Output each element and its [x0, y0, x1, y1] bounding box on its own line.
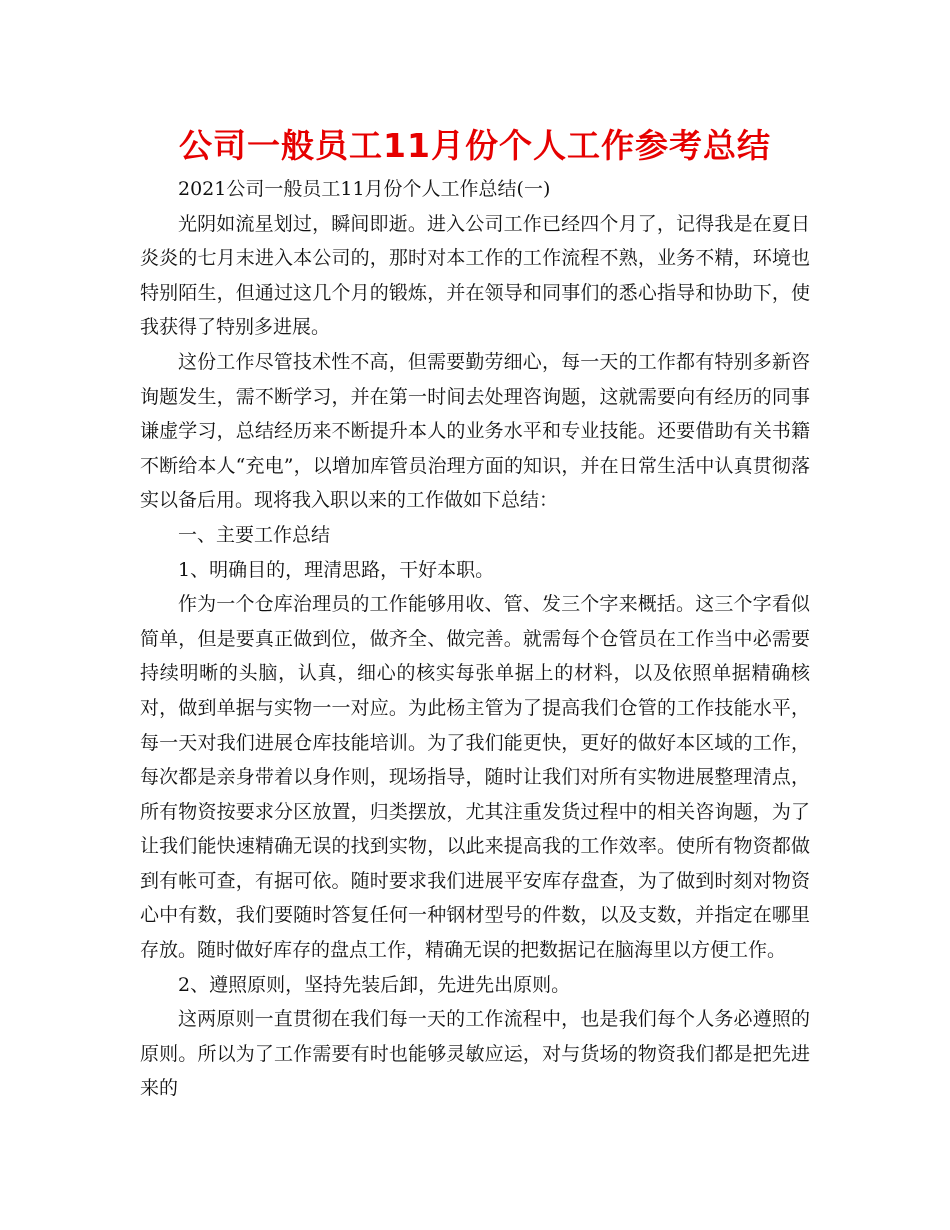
document-subtitle: 2021公司一般员工11月份个人工作总结(一) — [178, 178, 551, 200]
subsection-heading: 2、遵照原则，坚持先装后卸，先进先出原则。 — [178, 973, 571, 996]
subsection-heading: 1、明确目的，理清思路，干好本职。 — [178, 558, 495, 581]
paragraph: 光阴如流星划过，瞬间即逝。进入公司工作已经四个月了，记得我是在夏日炎炎的七月末进入本公司的，那时对本工作的工作流程不熟，业务不精，环境也特别陌生，但通过这几个月的锻炼，并在领导和同事们的悉心指导和协助下，使我获得了特别多进展。 — [140, 212, 810, 339]
paragraph: 这两原则一直贯彻在我们每一天的工作流程中，也是我们每个人务必遵照的原则。所以为了工作需要有时也能够灵敏应运，对与货场的物资我们都是把先进来的 — [140, 1008, 810, 1100]
paragraph: 作为一个仓库治理员的工作能够用收、管、发三个字来概括。这三个字看似简单，但是要真正做到位，做齐全、做完善。就需每个仓管员在工作当中必需要持续明晰的头脑，认真，细心的核实每张单据上的材料，以及依照单据精确核对，做到单据与实物一一对应。为此杨主管为了提高我们仓管的工作技能水平，每一天对我们进展仓库技能培训。为了我们能更快，更好的做好本区域的工作，每次都是亲身带着以身作则，现场指导，随时让我们对所有实物进展整理清点，所有物资按要求分区放置，归类摆放，尤其注重发货过程中的相关咨询题，为了让我们能快速精确无误的找到实物，以此来提高我的工作效率。使所有物资都做到有帐可查，有据可依。随时要求我们进展平安库存盘查，为了做到时刻对物资心中有数，我们要随时答复任何一种钢材型号的件数，以及支数，并指定在哪里存放。随时做好库存的盘点工作，精确无误的把数据记在脑海里以方便工作。 — [140, 593, 810, 962]
document-body — [140, 172, 810, 1106]
section-heading: 一、主要工作总结 — [178, 523, 331, 546]
document-title: 公司一般员工11月份个人工作参考总结 — [179, 126, 771, 165]
paragraph: 这份工作尽管技术性不高，但需要勤劳细心，每一天的工作都有特别多新咨询题发生，需不断学习，并在第一时间去处理咨询题，这就需要向有经历的同事谦虚学习，总结经历来不断提升本人的业务水平和专业技能。还要借助有关书籍不断给本人“充电”，以增加库管员治理方面的知识，并在日常生活中认真贯彻落实以备后用。现将我入职以来的工作做如下总结： — [140, 350, 810, 512]
